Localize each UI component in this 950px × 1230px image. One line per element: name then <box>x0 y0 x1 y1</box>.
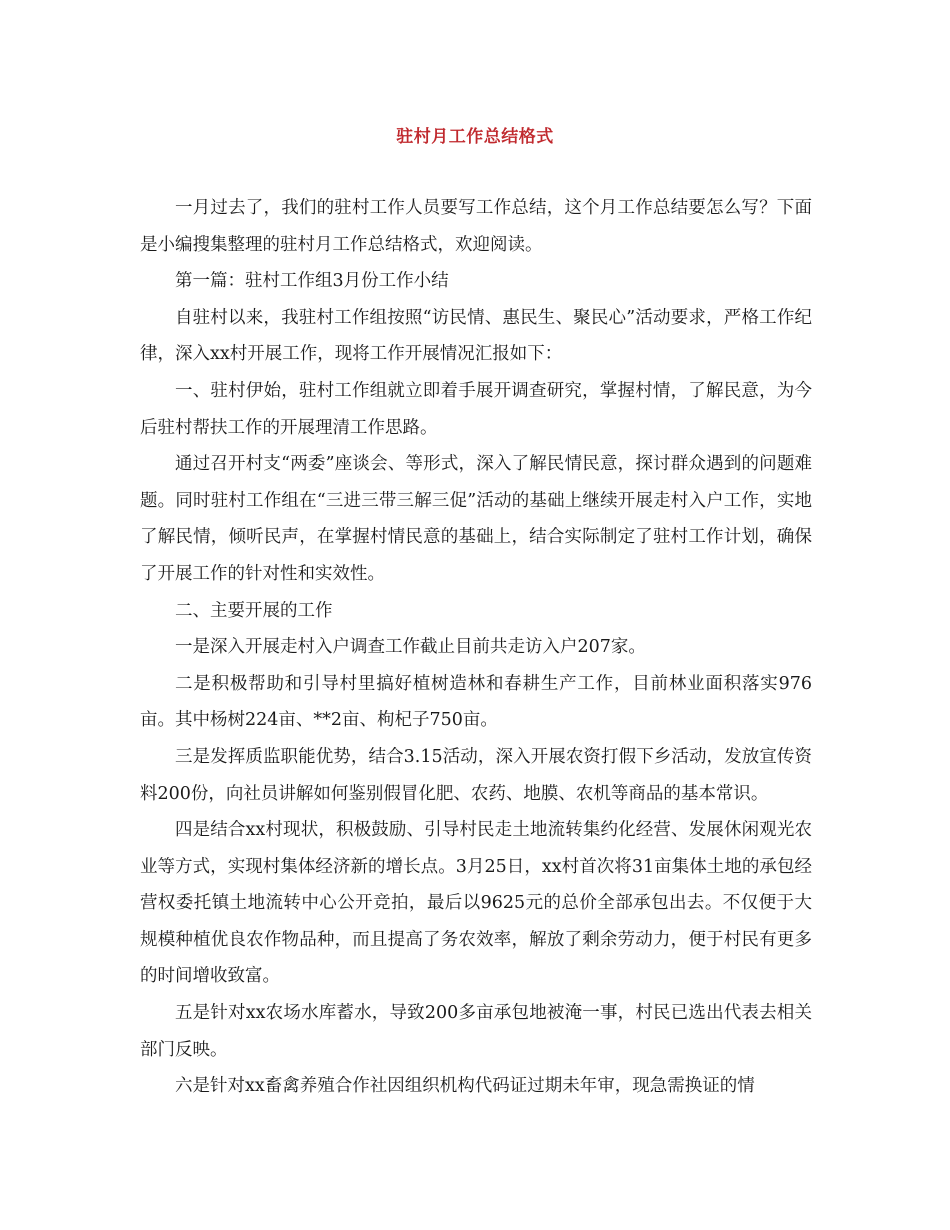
paragraph-work-5: 五是针对xx农场水库蓄水，导致200多亩承包地被淹一事，村民已选出代表去相关部门反映。 <box>140 1003 812 1060</box>
paragraph-item-1: 一、驻村伊始，驻村工作组就立即着手展开调查研究，掌握村情，了解民意，为今后驻村帮扶工作的开展理清工作思路。 <box>140 380 812 438</box>
paragraph-methods: 通过召开村支“两委”座谈会、等形式，深入了解民情民意，探讨群众遇到的问题难题。同时驻村工作组在“三进三带三解三促”活动的基础上继续开展走村入户工作，实地了解民情，倾听民声，在掌握村情民意的基础上，结合实际制定了驻村工作计划，确保了开展工作的针对性和实效性。 <box>140 454 812 584</box>
paragraph-work-4: 四是结合xx村现状，积极鼓励、引导村民走土地流转集约化经营、发展休闲观光农业等方式，实现村集体经济新的增长点。3月25日，xx村首次将31亩集体土地的承包经营权委托镇土地流转中心公开竞拍，最后以9625元的总价全部承包出去。不仅便于大规模种植优良农作物品种，而且提高了务农效率，解放了剩余劳动力，便于村民有更多的时间增收致富。 <box>140 820 812 987</box>
paragraph-intro: 一月过去了，我们的驻村工作人员要写工作总结，这个月工作总结要怎么写？下面是小编搜集整理的驻村月工作总结格式，欢迎阅读。 <box>140 198 812 255</box>
paragraph-overview: 自驻村以来，我驻村工作组按照“访民情、惠民生、聚民心”活动要求，严格工作纪律，深入xx村开展工作，现将工作开展情况汇报如下： <box>140 307 812 365</box>
paragraph-work-2: 二是积极帮助和引导村里搞好植树造林和春耕生产工作，目前林业面积落实976亩。其中杨树224亩、**2亩、枸杞子750亩。 <box>140 673 812 731</box>
document-body <box>140 190 812 1105</box>
paragraph-work-3: 三是发挥质监职能优势，结合3.15活动，深入开展农资打假下乡活动，发放宣传资料200份，向社员讲解如何鉴别假冒化肥、农药、地膜、农机等商品的基本常识。 <box>140 746 812 804</box>
paragraph-item-2-heading: 二、主要开展的工作 <box>175 600 333 621</box>
paragraph-work-1: 一是深入开展走村入户调查工作截止目前共走访入户207家。 <box>175 637 646 658</box>
document-title: 驻村月工作总结格式 <box>396 127 554 147</box>
paragraph-section-heading: 第一篇：驻村工作组3月份工作小结 <box>175 271 449 292</box>
paragraph-work-6: 六是针对xx畜禽养殖合作社因组织机构代码证过期未年审，现急需换证的情 <box>175 1076 755 1097</box>
